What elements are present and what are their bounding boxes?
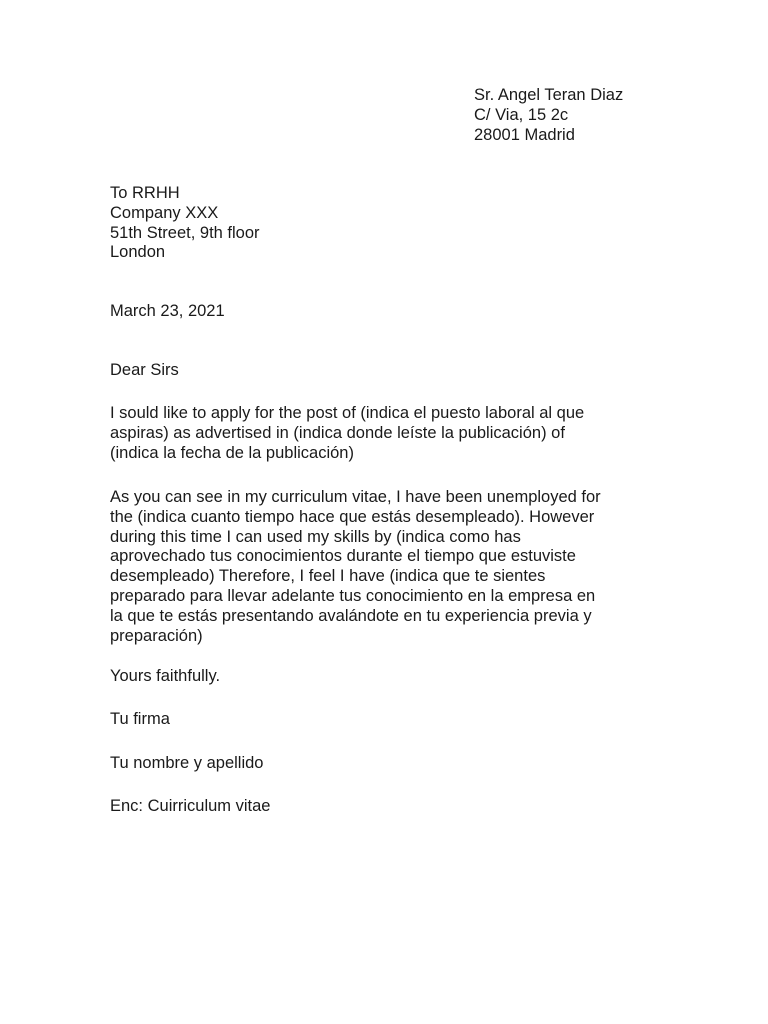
paragraph-line: the (indica cuanto tiempo hace que estás desempleado). However [110, 507, 595, 526]
paragraph-line: desempleado) Therefore, I feel I have (indica que te sientes [110, 567, 546, 586]
body-paragraph-1 [110, 404, 584, 463]
letter-date: March 23, 2021 [110, 302, 225, 320]
sender-street: C/ Via, 15 2c [474, 105, 569, 124]
full-name-placeholder: Tu nombre y apellido [110, 754, 264, 772]
salutation: Dear Sirs [110, 361, 179, 379]
paragraph-line: during this time I can used my skills by (indica como has [110, 527, 521, 546]
sender-address [474, 86, 623, 145]
paragraph-line: aspiras) as advertised in (indica donde leíste la publicación) of [110, 423, 565, 442]
paragraph-line: (indica la fecha de la publicación) [110, 443, 354, 462]
signature-placeholder: Tu firma [110, 710, 170, 728]
sender-name: Sr. Angel Teran Diaz [474, 86, 624, 104]
recipient-department: To RRHH [110, 184, 180, 202]
paragraph-line: aprovechado tus conocimientos durante el tiempo que estuviste [110, 547, 576, 566]
paragraph-line: preparado para llevar adelante tus conocimiento en la empresa en [110, 586, 596, 605]
recipient-street: 51th Street, 9th floor [110, 223, 260, 242]
recipient-city: London [110, 243, 166, 262]
sender-city: 28001 Madrid [474, 125, 575, 144]
body-paragraph-2 [110, 488, 601, 646]
paragraph-line: la que te estás presentando avalándote en tu experiencia previa y [110, 606, 592, 625]
paragraph-line: I sould like to apply for the post of (indica el puesto laboral al que [110, 404, 585, 422]
closing: Yours faithfully. [110, 667, 221, 685]
enclosure-note: Enc: Cuirriculum vitae [110, 797, 271, 815]
recipient-company: Company XXX [110, 203, 219, 222]
paragraph-line: As you can see in my curriculum vitae, I have been unemployed for [110, 488, 601, 506]
paragraph-line: preparación) [110, 626, 203, 645]
recipient-address [110, 184, 260, 263]
